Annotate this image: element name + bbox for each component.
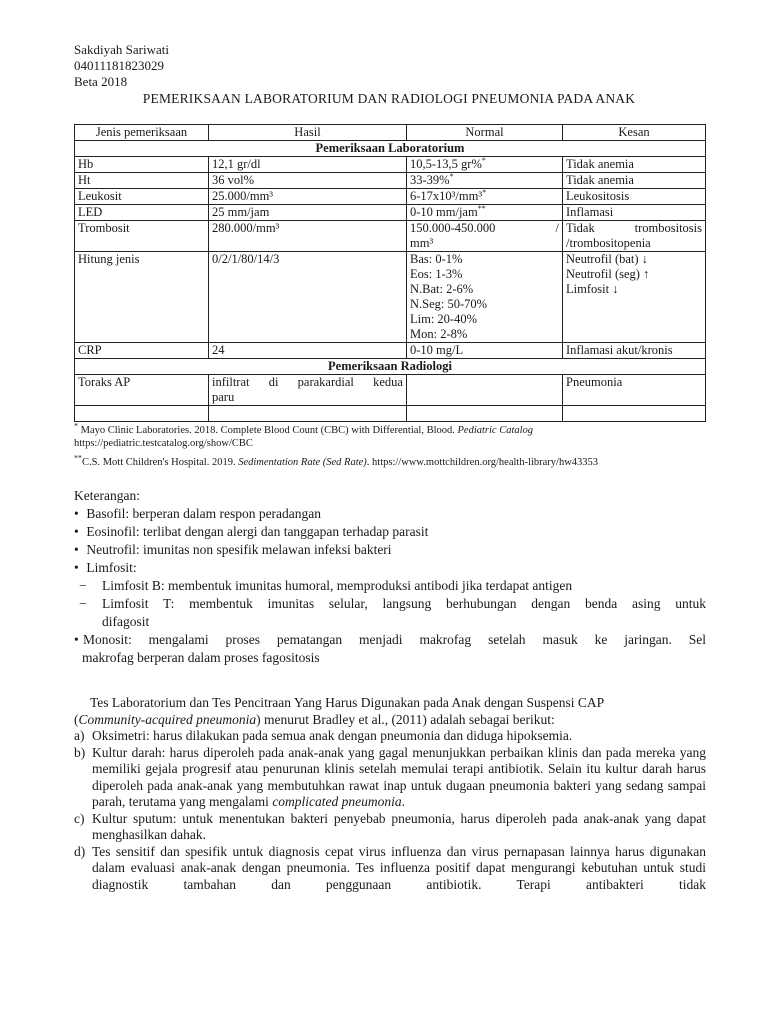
ref-mark: ** [477, 203, 486, 213]
cell-kesan: Tidak anemia [563, 157, 706, 173]
hasil-word: kedua [373, 375, 403, 389]
table-row [75, 221, 706, 252]
normal-line: N.Seg: 50-70% [410, 297, 488, 311]
kesan-line: Neutrofil (seg) ↑ [566, 267, 650, 281]
intro-rest: ) menurut Bradley et al., (2011) adalah sebagai berikut: [256, 711, 555, 727]
cell-hasil [209, 375, 407, 406]
cell-kesan: Pneumonia [563, 375, 706, 406]
cell-kesan: Inflamasi akut/kronis [563, 343, 706, 359]
dash-icon: − [79, 578, 87, 593]
cell-hasil: 24 [209, 343, 407, 359]
footnote-url[interactable]: . https://www.mottchildren.org/health-library/hw43353 [366, 457, 599, 468]
hasil-word: di [268, 375, 279, 389]
cell-hasil: 25.000/mm³ [209, 189, 407, 205]
item-text: Basofil: berperan dalam respon peradangan [86, 506, 322, 521]
list-item-c [74, 811, 706, 844]
item-text: Limfosit B: membentuk imunitas humoral, memproduksi antibodi jika terdapat antigen [102, 578, 573, 593]
student-header [74, 42, 169, 90]
cell-kesan: Inflamasi [563, 205, 706, 221]
item-text-cont: difagosit [102, 614, 150, 629]
col-header-kesan: Kesan [563, 125, 706, 141]
list-item [74, 559, 706, 577]
lab-results-table [74, 124, 706, 422]
cell-kesan: Leukositosis [563, 189, 706, 205]
table-row-empty [75, 406, 706, 422]
bullet-icon: • [74, 542, 79, 557]
cell-normal [407, 221, 563, 252]
normal-line: N.Bat: 2-6% [410, 282, 474, 296]
normal-line: Lim: 20-40% [410, 312, 478, 326]
kesan-line-2: /trombositopenia [566, 236, 651, 250]
footnote-mark: ** [74, 453, 82, 463]
list-item-b [74, 745, 706, 811]
bullet-icon: • [74, 506, 79, 521]
bullet-icon: • [74, 632, 79, 647]
item-italic: complicated pneumonia [272, 794, 402, 809]
cell-kesan: Tidak anemia [563, 173, 706, 189]
cell-hasil [209, 406, 407, 422]
footnote-1 [74, 421, 534, 450]
keterangan-heading: Keterangan: [74, 488, 140, 503]
cell-jenis [75, 406, 209, 422]
section-row-lab [75, 141, 706, 157]
footnote-text: C.S. Mott Children's Hospital. 2019. [82, 457, 236, 468]
cell-hasil: 0/2/1/80/14/3 [209, 252, 407, 343]
list-item-d [74, 844, 706, 894]
item-text: Oksimetri: harus dilakukan pada semua anak dengan pneumonia dan diduga hipoksemia. [92, 728, 573, 743]
table-header-row [75, 125, 706, 141]
normal-line: Mon: 2-8% [410, 327, 468, 341]
cell-kesan [563, 221, 706, 252]
footnote-italic: Sedimentation Rate (Sed Rate) [238, 457, 367, 468]
list-item-a [74, 728, 706, 745]
normal-line: Bas: 0-1% [410, 252, 463, 266]
dash-icon: − [79, 596, 87, 611]
item-text: Kultur darah: harus diperoleh pada anak-anak yang gagal menunjukkan perbaikan klinis dan pada mereka yang memiliki gejala progresif atau penurunan klinis setelah memulai terapi antibiotik. Selain itu kultur darah harus diperoleh pada anak-anak yang membutuhkan rawat inap untuk dugaan pneumonia bakteri yang sedang sampai parah, terutama yang mengalami [92, 744, 706, 809]
cell-normal [407, 406, 563, 422]
list-item [74, 523, 706, 541]
item-text-wrap [92, 745, 706, 811]
section-title-rad: Pemeriksaan Radiologi [75, 359, 706, 375]
item-text: Limfosit: [86, 560, 137, 575]
normal-line [410, 221, 559, 236]
cell-jenis: Hb [75, 157, 209, 173]
footnote-url[interactable]: https://pediatric.testcatalog.org/show/CBC [74, 438, 253, 449]
document-title: PEMERIKSAAN LABORATORIUM DAN RADIOLOGI PNEUMONIA PADA ANAK [142, 91, 636, 106]
item-text: Limfosit T: membentuk imunitas selular, langsung berhubungan dengan benda asing untuk [102, 596, 706, 611]
kesan-word: trombositosis [634, 221, 702, 235]
item-text: Tes sensitif dan spesifik untuk diagnosis cepat virus influenza dan virus pernapasan lainnya harus digunakan dalam evaluasi anak-anak dengan pneumonia. Tes influenza positif dapat mengurangi kebutuhan untuk studi diagnostik tambahan dan penggunaan antibiotik. Terapi antibakteri tidak [92, 843, 706, 892]
cell-jenis: Trombosit [75, 221, 209, 252]
item-label: d) [74, 843, 86, 859]
student-group: Beta 2018 [74, 74, 128, 89]
cell-jenis: Ht [75, 173, 209, 189]
table-row [75, 189, 706, 205]
cell-normal [407, 157, 563, 173]
normal-line: Eos: 1-3% [410, 267, 463, 281]
table-row [75, 375, 706, 406]
table-row [75, 157, 706, 173]
item-label: b) [74, 744, 86, 760]
cell-normal [407, 173, 563, 189]
cell-normal [407, 205, 563, 221]
cell-hasil: 36 vol% [209, 173, 407, 189]
table-row [75, 173, 706, 189]
kesan-line: Limfosit ↓ [566, 282, 619, 296]
ref-mark: * [481, 155, 486, 165]
item-label: a) [74, 728, 85, 743]
item-text-cont: makrofag berperan dalam proses fagositosis [82, 650, 320, 665]
section-row-rad [75, 359, 706, 375]
keterangan-section [74, 487, 706, 667]
list-item [74, 541, 706, 559]
paren: ( [74, 711, 79, 727]
item-text: Monosit: mengalami proses pematangan menjadi makrofag setelah masuk ke jaringan. Sel [83, 632, 706, 647]
kesan-word: Tidak [566, 221, 595, 235]
ref-mark: * [482, 187, 487, 197]
cell-normal: 0-10 mg/L [407, 343, 563, 359]
hasil-line-2: paru [212, 390, 235, 404]
list-item [74, 631, 706, 649]
cell-hasil: 12,1 gr/dl [209, 157, 407, 173]
sub-list-item [74, 595, 706, 613]
ref-mark: * [449, 171, 454, 181]
normal-range: 150.000-450.000 [410, 221, 496, 235]
cell-hasil: 280.000/mm³ [209, 221, 407, 252]
tes-section [74, 695, 706, 893]
col-header-jenis: Jenis pemeriksaan [75, 125, 209, 141]
cell-normal [407, 375, 563, 406]
normal-value: 10,5-13,5 gr% [410, 157, 482, 171]
hasil-word: infiltrat [212, 375, 250, 389]
item-text: Kultur sputum: untuk menentukan bakteri penyebab pneumonia, harus diperoleh pada anak-anak yang dapat menghasilkan dahak. [92, 810, 706, 842]
kesan-line: Neutrofil (bat) ↓ [566, 252, 648, 266]
normal-slash: / [555, 221, 559, 235]
normal-value: 33-39% [410, 173, 450, 187]
normal-unit: mm³ [410, 236, 434, 250]
item-text: Eosinofil: terlibat dengan alergi dan tanggapan terhadap parasit [86, 524, 429, 539]
cell-normal [407, 189, 563, 205]
col-header-hasil: Hasil [209, 125, 407, 141]
intro-italic: Community-acquired pneumonia [78, 711, 257, 727]
col-header-normal: Normal [407, 125, 563, 141]
cell-jenis: Hitung jenis [75, 252, 209, 343]
item-label: c) [74, 810, 85, 826]
footnote-italic: Pediatric Catalog [457, 425, 534, 436]
bullet-icon: • [74, 524, 79, 539]
normal-value: 6-17x10³/mm³ [410, 189, 483, 203]
item-end: . [401, 794, 406, 809]
table-row [75, 252, 706, 343]
kesan-line [566, 221, 702, 236]
cell-jenis: LED [75, 205, 209, 221]
cell-kesan [563, 252, 706, 343]
footnote-mark: * [74, 421, 78, 431]
cell-kesan [563, 406, 706, 422]
footnote-1-line-1 [74, 421, 534, 437]
student-name: Sakdiyah Sariwati [74, 42, 169, 57]
cell-jenis: Leukosit [75, 189, 209, 205]
footnote-2 [74, 453, 599, 469]
cell-hasil: 25 mm/jam [209, 205, 407, 221]
bullet-icon: • [74, 560, 79, 575]
student-id: 04011181823029 [74, 58, 165, 73]
table-row [75, 343, 706, 359]
cell-jenis: Toraks AP [75, 375, 209, 406]
normal-value: 0-10 mm/jam [410, 205, 478, 219]
intro-line-1: Tes Laboratorium dan Tes Pencitraan Yang Harus Digunakan pada Anak dengan Suspensi CAP [90, 695, 605, 710]
footnote-text: Mayo Clinic Laboratories. 2018. Complete Blood Count (CBC) with Differential, Blood. [80, 425, 455, 436]
list-item [74, 505, 706, 523]
item-text: Neutrofil: imunitas non spesifik melawan infeksi bakteri [86, 542, 392, 557]
hasil-line [212, 375, 403, 390]
sub-list-item [74, 577, 706, 595]
cell-jenis: CRP [75, 343, 209, 359]
section-title-lab: Pemeriksaan Laboratorium [75, 141, 706, 157]
cell-normal [407, 252, 563, 343]
hasil-word: parakardial [297, 375, 354, 389]
table-row [75, 205, 706, 221]
intro-line-2 [74, 712, 706, 729]
